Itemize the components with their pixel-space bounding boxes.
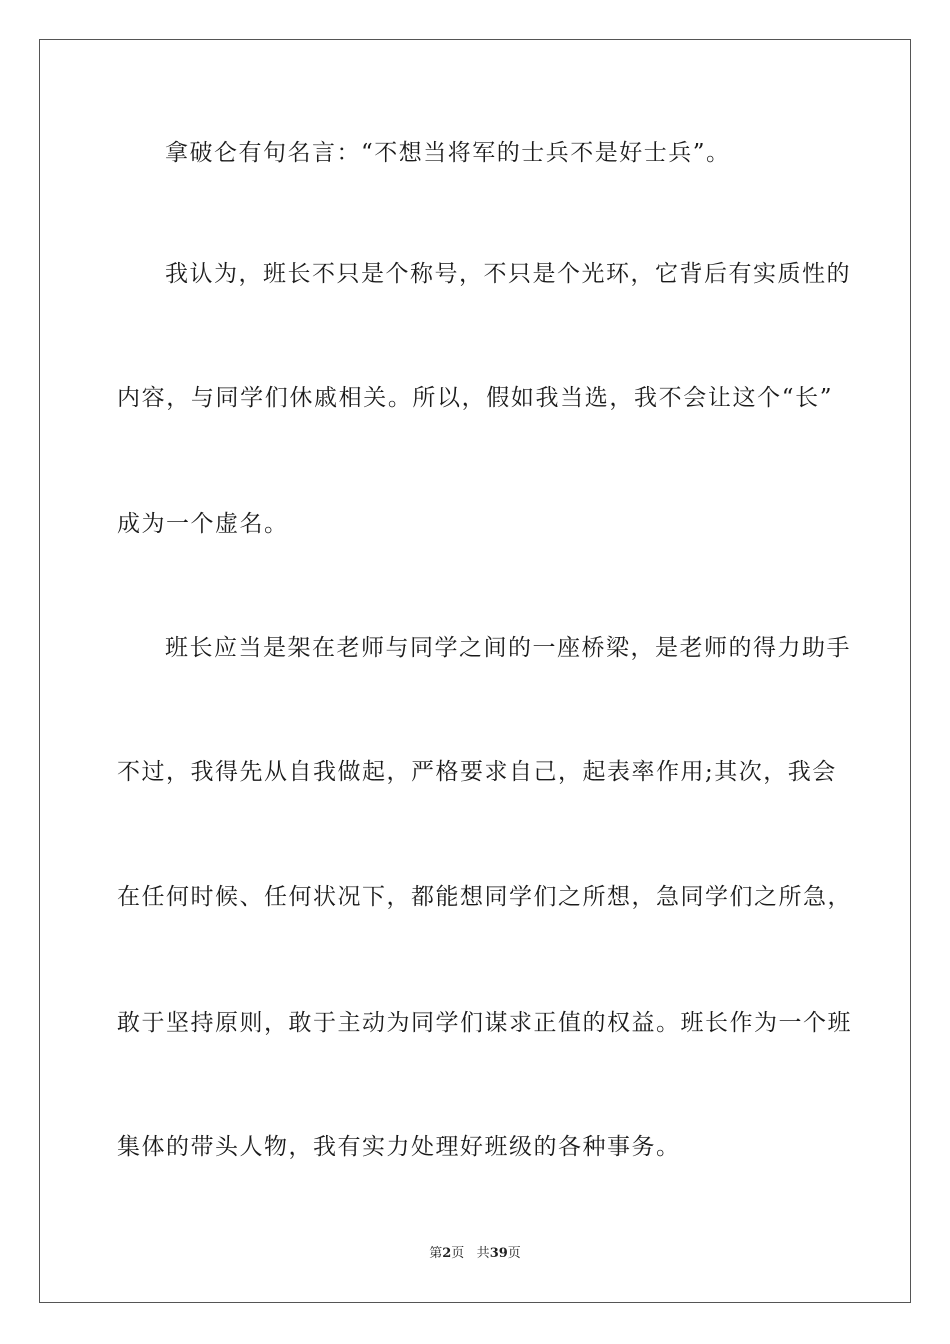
paragraph-line-1: 拿破仑有句名言：“不想当将军的士兵不是好士兵”。 <box>165 140 731 166</box>
page-footer <box>0 1245 950 1263</box>
footer-page-prefix: 第 <box>429 1246 443 1261</box>
footer-page-number: 2 <box>442 1246 452 1261</box>
paragraph-line-2: 我认为，班长不只是个称号，不只是个光环，它背后有实质性的 <box>165 261 851 287</box>
footer-page-suffix: 页 <box>451 1246 465 1261</box>
paragraph-line-4: 成为一个虚名。 <box>117 511 289 537</box>
paragraph-line-7: 在任何时候、任何状况下，都能想同学们之所想，急同学们之所急， <box>117 884 852 910</box>
paragraph-line-5: 班长应当是架在老师与同学之间的一座桥梁，是老师的得力助手 <box>165 635 851 661</box>
page-border <box>39 39 911 1303</box>
paragraph-line-8: 敢于坚持原则，敢于主动为同学们谋求正值的权益。班长作为一个班 <box>117 1010 852 1036</box>
paragraph-line-9: 集体的带头人物，我有实力处理好班级的各种事务。 <box>117 1134 681 1160</box>
footer-total-prefix: 共 <box>476 1246 490 1261</box>
paragraph-line-6: 不过，我得先从自我做起，严格要求自己，起表率作用;其次，我会 <box>117 759 837 785</box>
footer-total-number: 39 <box>489 1246 508 1261</box>
footer-total-suffix: 页 <box>507 1246 521 1261</box>
paragraph-line-3: 内容，与同学们休戚相关。所以，假如我当选，我不会让这个“长” <box>117 385 833 411</box>
